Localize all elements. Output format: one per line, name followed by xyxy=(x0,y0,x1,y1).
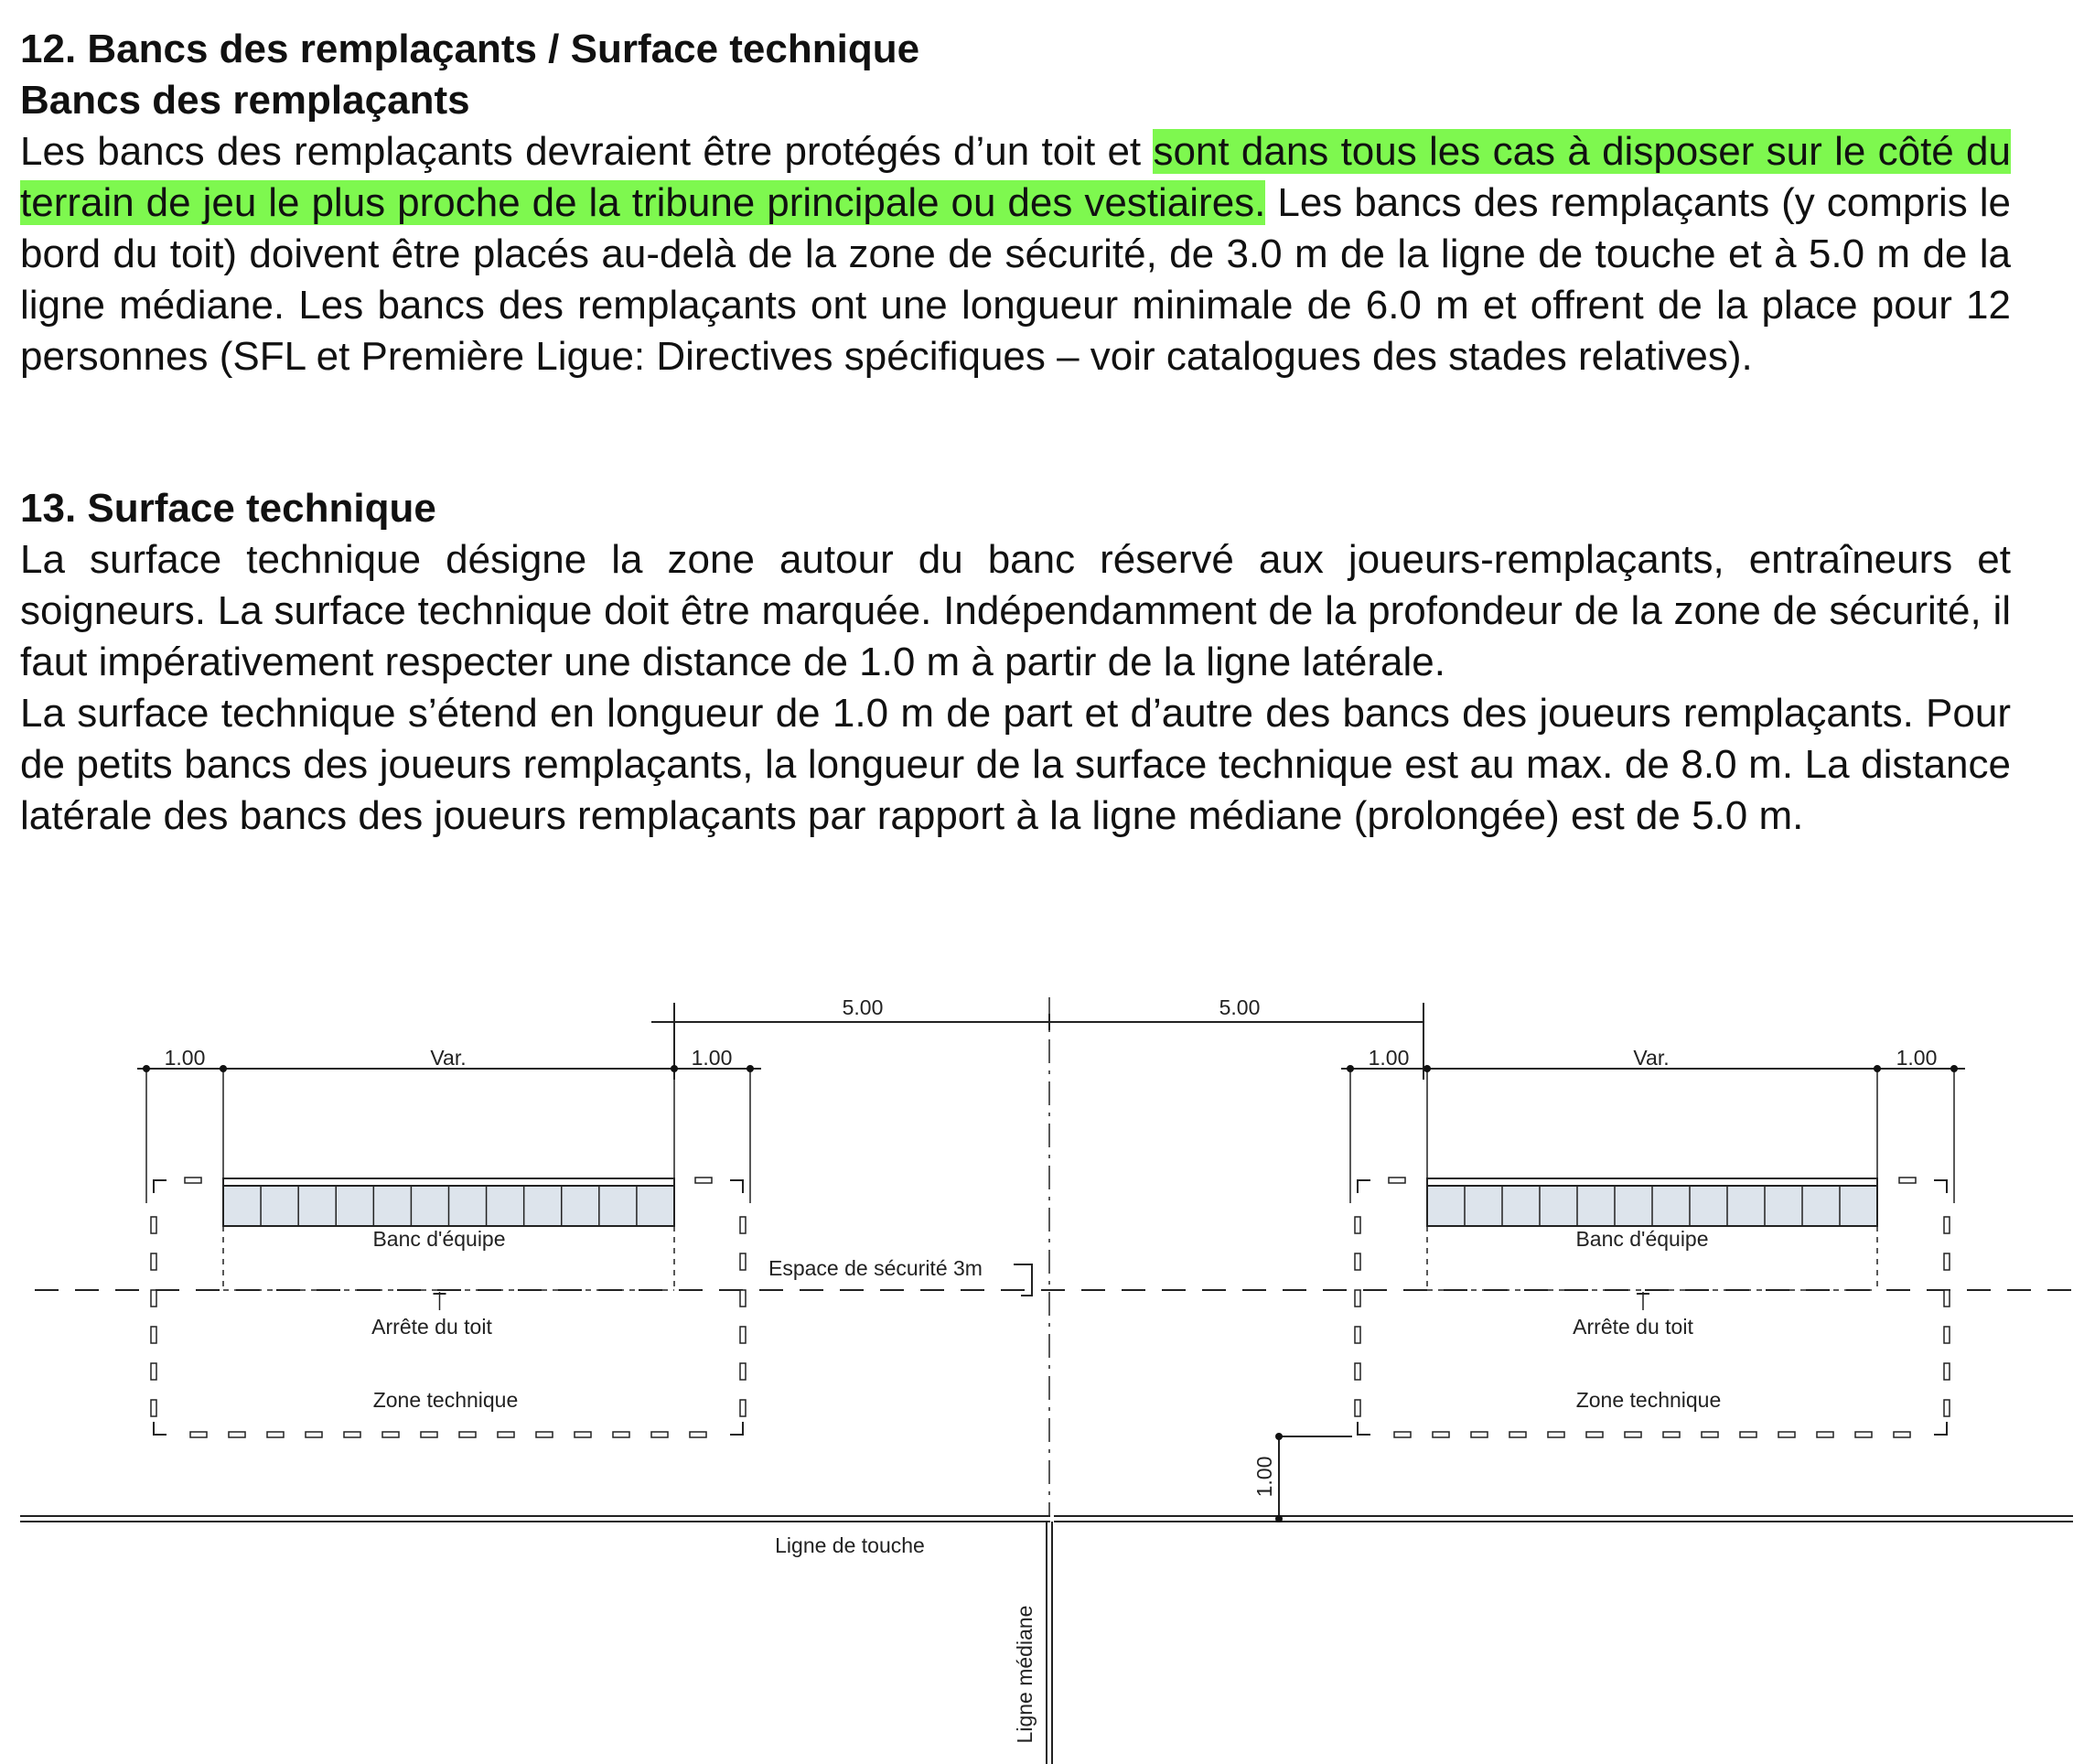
zone-dash-bottom-right xyxy=(1433,1432,1449,1437)
zone-dash-bottom-left xyxy=(498,1432,514,1437)
dim-dot-left-1 xyxy=(220,1065,227,1072)
section-12 xyxy=(20,24,2011,382)
zone-dash-left-left xyxy=(151,1217,156,1233)
zone-dash-bottom-right xyxy=(1586,1432,1603,1437)
zone-dash-right-left xyxy=(740,1363,746,1380)
zone-corner-tl-left xyxy=(154,1180,167,1193)
zone-dash-bottom-left xyxy=(267,1432,284,1437)
dim-left-1: 1.00 xyxy=(164,1046,206,1070)
zone-dash-left-left xyxy=(151,1290,156,1307)
zone-dash-left-left xyxy=(151,1253,156,1270)
bench-label-right: Banc d'équipe xyxy=(1575,1227,1709,1251)
zone-dash-bottom-right xyxy=(1663,1432,1680,1437)
section-13-title: 13. Surface technique xyxy=(20,486,436,531)
zone-dash-left-left xyxy=(151,1327,156,1343)
zone-dash-bottom-right xyxy=(1894,1432,1910,1437)
zone-dash-left-right xyxy=(1355,1253,1360,1270)
dim-vertical: 1.00 xyxy=(1252,1456,1276,1498)
zone-dash-right-right xyxy=(1944,1327,1950,1343)
touch-line-label: Ligne de touche xyxy=(775,1533,925,1557)
zone-dash-right-right xyxy=(1944,1400,1950,1416)
zone-dash-right-left xyxy=(740,1400,746,1416)
zone-dash-bottom-left xyxy=(459,1432,476,1437)
zone-dash-left-right xyxy=(1355,1217,1360,1233)
zone-label-right: Zone technique xyxy=(1575,1388,1722,1412)
dim-dot-right-2 xyxy=(1874,1065,1881,1072)
zone-dash-right-right xyxy=(1944,1363,1950,1380)
zone-dash-right-right xyxy=(1944,1217,1950,1233)
zone-dash-bottom-left xyxy=(651,1432,668,1437)
highlighted-text: sont dans tous les cas à disposer sur le côté du terrain de jeu le plus proche de la tribune principale ou des vestiaires. xyxy=(20,129,2011,225)
zone-dash-right-left xyxy=(740,1253,746,1270)
para-start: Les bancs des remplaçants devraient être protégés d’un toit et xyxy=(20,129,1154,174)
zone-corner-bl-left xyxy=(154,1422,167,1435)
zone-dash-right-left xyxy=(740,1217,746,1233)
zone-dash-top-l-left xyxy=(185,1178,201,1183)
zone-dash-bottom-right xyxy=(1740,1432,1756,1437)
dim-right-var: Var. xyxy=(1633,1046,1670,1070)
zone-dash-right-left xyxy=(740,1290,746,1307)
zone-dash-left-left xyxy=(151,1363,156,1380)
dim-center-left: 5.00 xyxy=(842,995,884,1019)
roof-label-right: Arrête du toit xyxy=(1573,1315,1693,1339)
zone-dash-bottom-left xyxy=(613,1432,629,1437)
zone-dash-bottom-right xyxy=(1394,1432,1411,1437)
dim-dot-right-0 xyxy=(1347,1065,1354,1072)
dim-center-right: 5.00 xyxy=(1219,995,1261,1019)
section-13 xyxy=(20,483,2011,842)
bench-roof-left xyxy=(223,1178,674,1186)
zone-dash-left-right xyxy=(1355,1327,1360,1343)
section-13-paragraph-1: La surface technique désigne la zone autour du banc réservé aux joueurs-remplaçants, entraîneurs et soigneurs. La surface technique doit être marquée. Indépendamment de la profondeur de la zone de sécurité, il faut impérativement respecter une distance de 1.0 m à partir de la ligne latérale. xyxy=(20,537,2011,684)
dim-left-2: 1.00 xyxy=(691,1046,733,1070)
dim-dot-right-1 xyxy=(1423,1065,1431,1072)
zone-dash-bottom-right xyxy=(1548,1432,1564,1437)
zone-corner-br-left xyxy=(730,1422,743,1435)
zone-dash-bottom-left xyxy=(306,1432,322,1437)
zone-dash-left-right xyxy=(1355,1290,1360,1307)
bench-roof-right xyxy=(1427,1178,1877,1186)
section-12-title: 12. Bancs des remplaçants / Surface technique xyxy=(20,27,920,71)
dim-right-1: 1.00 xyxy=(1368,1046,1410,1070)
dim-dot-left-0 xyxy=(143,1065,150,1072)
zone-label-left: Zone technique xyxy=(372,1388,519,1412)
zone-dash-bottom-left xyxy=(190,1432,207,1437)
dim-vertical-dot-bottom xyxy=(1275,1515,1283,1522)
zone-dash-right-right xyxy=(1944,1290,1950,1307)
zone-dash-left-left xyxy=(151,1400,156,1416)
bench-label-left: Banc d'équipe xyxy=(372,1227,506,1251)
security-space-label: Espace de sécurité 3m xyxy=(768,1256,983,1280)
section-12-paragraph xyxy=(20,126,2011,382)
zone-dash-bottom-left xyxy=(421,1432,437,1437)
zone-corner-tr-right xyxy=(1934,1180,1947,1193)
zone-dash-left-right xyxy=(1355,1400,1360,1416)
dim-dot-left-2 xyxy=(671,1065,678,1072)
zone-corner-tl-right xyxy=(1358,1180,1370,1193)
zone-dash-bottom-right xyxy=(1471,1432,1488,1437)
zone-dash-bottom-right xyxy=(1855,1432,1872,1437)
dim-left-var: Var. xyxy=(430,1046,467,1070)
dim-right-2: 1.00 xyxy=(1896,1046,1938,1070)
zone-dash-bottom-right xyxy=(1778,1432,1795,1437)
zone-dash-bottom-left xyxy=(229,1432,245,1437)
zone-dash-top-r-right xyxy=(1899,1178,1916,1183)
technical-area-diagram xyxy=(0,970,2084,1764)
zone-dash-bottom-left xyxy=(690,1432,706,1437)
diagram-linework xyxy=(20,997,2077,1764)
zone-dash-bottom-left xyxy=(575,1432,591,1437)
zone-dash-bottom-left xyxy=(536,1432,553,1437)
para-end: Les bancs des remplaçants (y compris le bord du toit) doivent être placés au-delà de la zone de sécurité, de 3.0 m de la ligne de touche et à 5.0 m de la ligne médiane. Les bancs des remplaçants ont une longueur minimale de 6.0 m et offrent de la place pour 12 personnes (SFL et Première Ligue: Directives spécifiques – voir catalogues des stades relatives). xyxy=(20,180,2011,379)
zone-corner-br-right xyxy=(1934,1422,1947,1435)
dim-vertical-dot-top xyxy=(1275,1433,1283,1440)
zone-dash-bottom-right xyxy=(1702,1432,1718,1437)
median-line-label: Ligne médiane xyxy=(1013,1605,1037,1744)
zone-dash-bottom-left xyxy=(382,1432,399,1437)
zone-dash-top-r-left xyxy=(695,1178,712,1183)
zone-dash-bottom-right xyxy=(1817,1432,1833,1437)
roof-label-left: Arrête du toit xyxy=(371,1315,492,1339)
section-13-paragraph-2: La surface technique s’étend en longueur de 1.0 m de part et d’autre des bancs des joueurs remplaçants. Pour de petits bancs des joueurs remplaçants, la longueur de la surface technique est au max. de 8.0 m. La distance latérale des bancs des joueurs remplaçants par rapport à la ligne médiane (prolongée) est de 5.0 m. xyxy=(20,691,2011,838)
zone-dash-left-right xyxy=(1355,1363,1360,1380)
zone-dash-top-l-right xyxy=(1389,1178,1405,1183)
zone-dash-bottom-right xyxy=(1509,1432,1526,1437)
zone-corner-bl-right xyxy=(1358,1422,1370,1435)
zone-dash-bottom-right xyxy=(1625,1432,1641,1437)
zone-dash-right-right xyxy=(1944,1253,1950,1270)
zone-dash-right-left xyxy=(740,1327,746,1343)
dim-dot-left-3 xyxy=(747,1065,754,1072)
section-12-subtitle: Bancs des remplaçants xyxy=(20,78,470,123)
zone-corner-tr-left xyxy=(730,1180,743,1193)
dim-dot-right-3 xyxy=(1950,1065,1958,1072)
zone-dash-bottom-left xyxy=(344,1432,360,1437)
